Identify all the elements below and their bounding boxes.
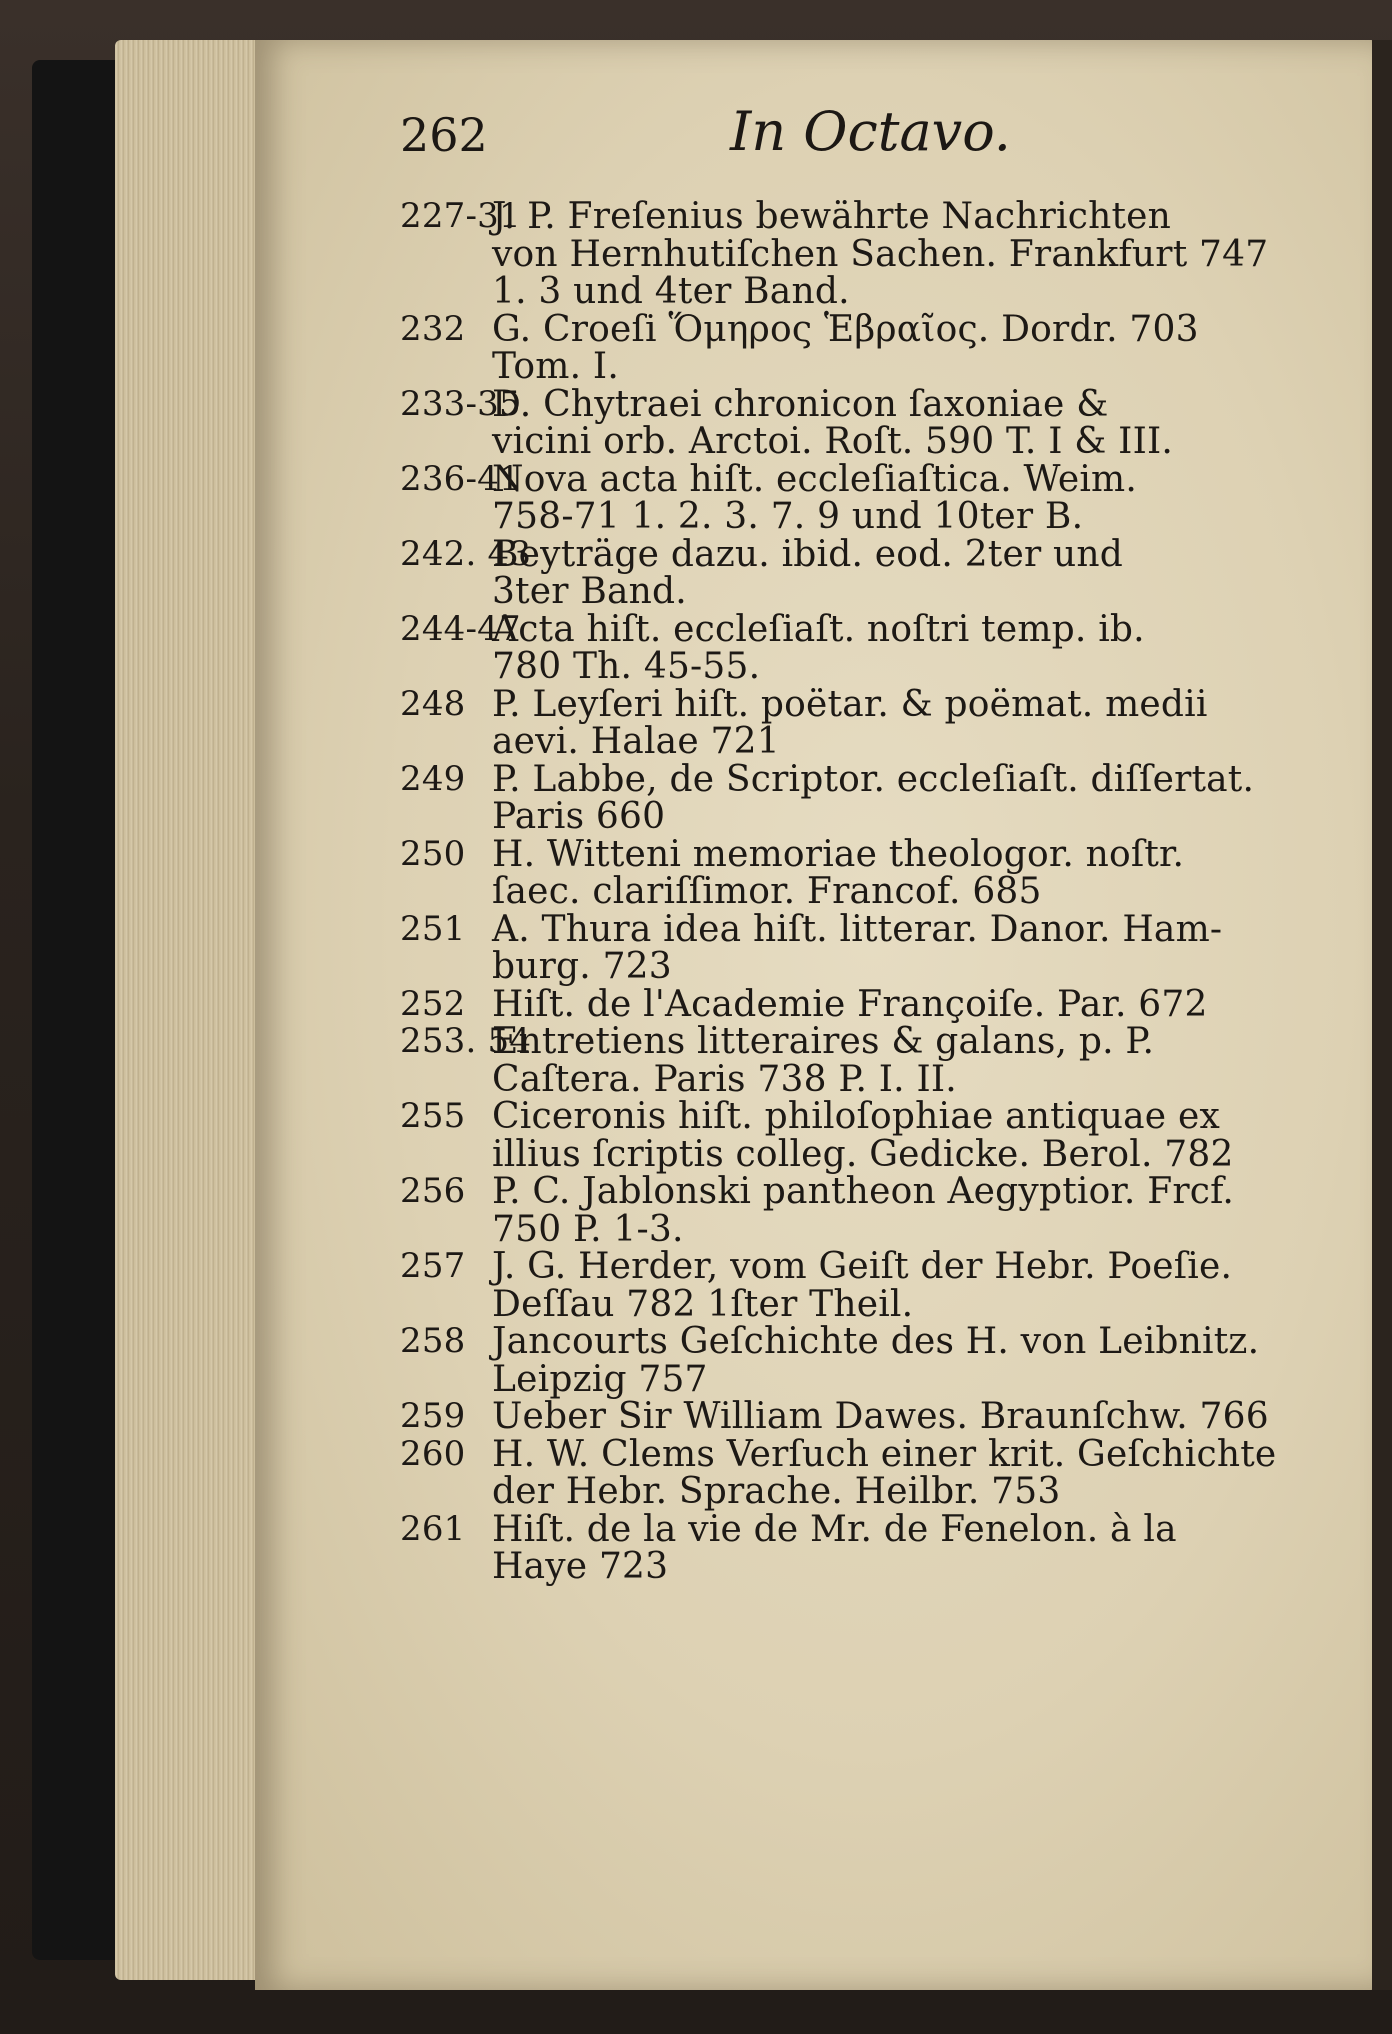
catalog-entry: [400, 458, 1280, 537]
entry-continuation-line: [400, 573, 1280, 611]
entry-text: H. W. Clems Verſuch einer krit. Geſchichte: [492, 1433, 1277, 1475]
entry-first-line: [400, 308, 1280, 350]
entry-number: 260: [400, 1433, 466, 1474]
entry-text: Jancourts Geſchichte des H. von Leibnitz.: [492, 1321, 1260, 1362]
entry-continuation-line: [400, 498, 1280, 536]
entry-text: Hiſt. de la vie de Mr. de Fenelon. à la: [492, 1508, 1177, 1550]
entry-continuation-line: [400, 723, 1280, 761]
entry-text: Hiſt. de l'Academie Françoiſe. Par. 672: [492, 983, 1208, 1025]
catalog-entry: [400, 308, 1280, 387]
page-edges: [115, 40, 265, 1980]
entry-first-line: [400, 1323, 1280, 1361]
catalog-entry: [400, 608, 1280, 687]
entry-text: vicini orb. Arctoi. Roſt. 590 T. I & III.: [492, 421, 1174, 462]
entry-number: 257: [400, 1246, 466, 1286]
entry-text: Beyträge dazu. ibid. eod. 2ter und: [492, 533, 1124, 575]
entry-text: 758-71 1. 2. 3. 7. 9 und 10ter B.: [492, 496, 1084, 537]
entry-first-line: [400, 1173, 1280, 1211]
entry-text: burg. 723: [492, 946, 672, 987]
entry-number: 261: [400, 1508, 466, 1549]
catalog-entry: [400, 1248, 1280, 1323]
page-number: 262: [400, 108, 488, 162]
entry-number: 233-35: [400, 383, 521, 424]
running-title: In Octavo.: [730, 100, 1011, 163]
entry-first-line: [400, 1508, 1280, 1550]
entry-continuation-line: [400, 648, 1280, 686]
entry-text: illius ſcriptis colleg. Gedicke. Berol. 782: [492, 1133, 1234, 1175]
catalog-entries: [400, 198, 1280, 1586]
catalog-entry: [400, 533, 1280, 612]
right-margin-shadow: [1372, 40, 1392, 1990]
entry-first-line: [400, 1023, 1280, 1061]
entry-first-line: [400, 198, 1280, 236]
entry-first-line: [400, 1098, 1280, 1136]
entry-text: Haye 723: [492, 1546, 669, 1587]
entry-text: Ueber Sir William Dawes. Braunſchw. 766: [492, 1396, 1269, 1437]
catalog-entry: [400, 1398, 1280, 1436]
catalog-entry: [400, 683, 1280, 762]
entry-number: 251: [400, 908, 466, 949]
entry-first-line: [400, 1398, 1280, 1436]
entry-continuation-line: [400, 1548, 1280, 1586]
entry-text: 750 P. 1-3.: [492, 1208, 684, 1250]
entry-text: Ciceronis hiſt. philoſophiae antiquae ex: [492, 1096, 1220, 1137]
entry-number: 259: [400, 1396, 466, 1436]
entry-text: Paris 660: [492, 796, 666, 837]
entry-number: 258: [400, 1321, 466, 1361]
entry-text: von Hernhutiſchen Sachen. Frankfurt 747: [492, 233, 1269, 275]
entry-number: 249: [400, 758, 466, 799]
entry-first-line: [400, 983, 1280, 1025]
entry-text: H. Witteni memoriae theologor. noſtr.: [492, 833, 1185, 875]
entry-text: G. Croeſi Ὅμηρος Ἑβραῖος. Dordr. 703: [492, 308, 1199, 350]
catalog-entry: [400, 1323, 1280, 1398]
entry-text: Nova acta hiſt. eccleſiaſtica. Weim.: [492, 458, 1138, 500]
entry-first-line: [400, 908, 1280, 950]
catalog-entry: [400, 1508, 1280, 1587]
entry-text: Caſtera. Paris 738 P. I. II.: [492, 1058, 957, 1100]
entry-first-line: [400, 458, 1280, 500]
entry-continuation-line: [400, 1133, 1280, 1175]
entry-text: D. Chytraei chronicon ſaxoniae &: [492, 383, 1109, 425]
catalog-entry: [400, 1173, 1280, 1248]
catalog-entry: [400, 833, 1280, 912]
catalog-entry: [400, 198, 1280, 311]
entry-first-line: [400, 533, 1280, 575]
entry-number: 236-41: [400, 458, 521, 499]
entry-text: P. Leyſeri hiſt. poëtar. & poëmat. medii: [492, 683, 1208, 725]
entry-text: Leipzig 757: [492, 1358, 708, 1400]
entry-continuation-line: [400, 1058, 1280, 1100]
entry-number: 255: [400, 1096, 466, 1136]
entry-continuation-line: [400, 873, 1280, 911]
entry-number: 242. 43: [400, 533, 532, 574]
entry-continuation-line: [400, 1283, 1280, 1325]
catalog-entry: [400, 1433, 1280, 1512]
entry-number: 256: [400, 1171, 466, 1211]
entry-text: J. G. Herder, vom Geiſt der Hebr. Poeſie.: [492, 1246, 1233, 1287]
entry-continuation-line: [400, 423, 1280, 461]
page-header: [400, 100, 1260, 170]
catalog-entry: [400, 383, 1280, 462]
entry-continuation-line: [400, 948, 1280, 986]
entry-text: 1. 3 und 4ter Band.: [492, 271, 850, 312]
entry-first-line: [400, 1433, 1280, 1475]
entry-text: ſaec. clariſſimor. Francof. 685: [492, 871, 1042, 912]
entry-continuation-line: [400, 1208, 1280, 1250]
entry-text: 780 Th. 45-55.: [492, 646, 761, 687]
entry-number: 227-31: [400, 196, 521, 236]
entry-first-line: [400, 683, 1280, 725]
entry-first-line: [400, 758, 1280, 800]
entry-first-line: [400, 833, 1280, 875]
entry-text: Deſſau 782 1ſter Theil.: [492, 1283, 914, 1325]
entry-number: 252: [400, 983, 466, 1024]
entry-continuation-line: [400, 1473, 1280, 1511]
entry-text: aevi. Halae 721: [492, 721, 780, 762]
entry-first-line: [400, 383, 1280, 425]
entry-text: Acta hiſt. eccleſiaſt. noſtri temp. ib.: [492, 608, 1145, 650]
catalog-entry: [400, 758, 1280, 837]
entry-continuation-line: [400, 798, 1280, 836]
entry-text: der Hebr. Sprache. Heilbr. 753: [492, 1471, 1061, 1512]
entry-first-line: [400, 608, 1280, 650]
entry-text: A. Thura idea hiſt. litterar. Danor. Ham-: [492, 908, 1223, 950]
entry-continuation-line: [400, 348, 1280, 386]
entry-number: 248: [400, 683, 466, 724]
entry-number: 244-47: [400, 608, 521, 649]
entry-text: P. C. Jablonski pantheon Aegyptior. Frcf.: [492, 1171, 1235, 1212]
entry-continuation-line: [400, 1358, 1280, 1400]
catalog-entry: [400, 983, 1280, 1025]
entry-text: J. P. Freſenius bewährte Nachrichten: [492, 196, 1172, 237]
entry-continuation-line: [400, 233, 1280, 275]
entry-number: 232: [400, 308, 466, 349]
entry-text: Tom. I.: [492, 346, 619, 387]
catalog-entry: [400, 1023, 1280, 1098]
entry-number: 253. 54: [400, 1021, 532, 1061]
entry-text: 3ter Band.: [492, 571, 687, 612]
entry-text: Entretiens litteraires & galans, p. P.: [492, 1021, 1155, 1062]
entry-text: P. Labbe, de Scriptor. eccleſiaſt. diſſertat.: [492, 758, 1255, 800]
entry-continuation-line: [400, 273, 1280, 311]
entry-first-line: [400, 1248, 1280, 1286]
catalog-entry: [400, 1098, 1280, 1173]
entry-number: 250: [400, 833, 466, 874]
catalog-entry: [400, 908, 1280, 987]
